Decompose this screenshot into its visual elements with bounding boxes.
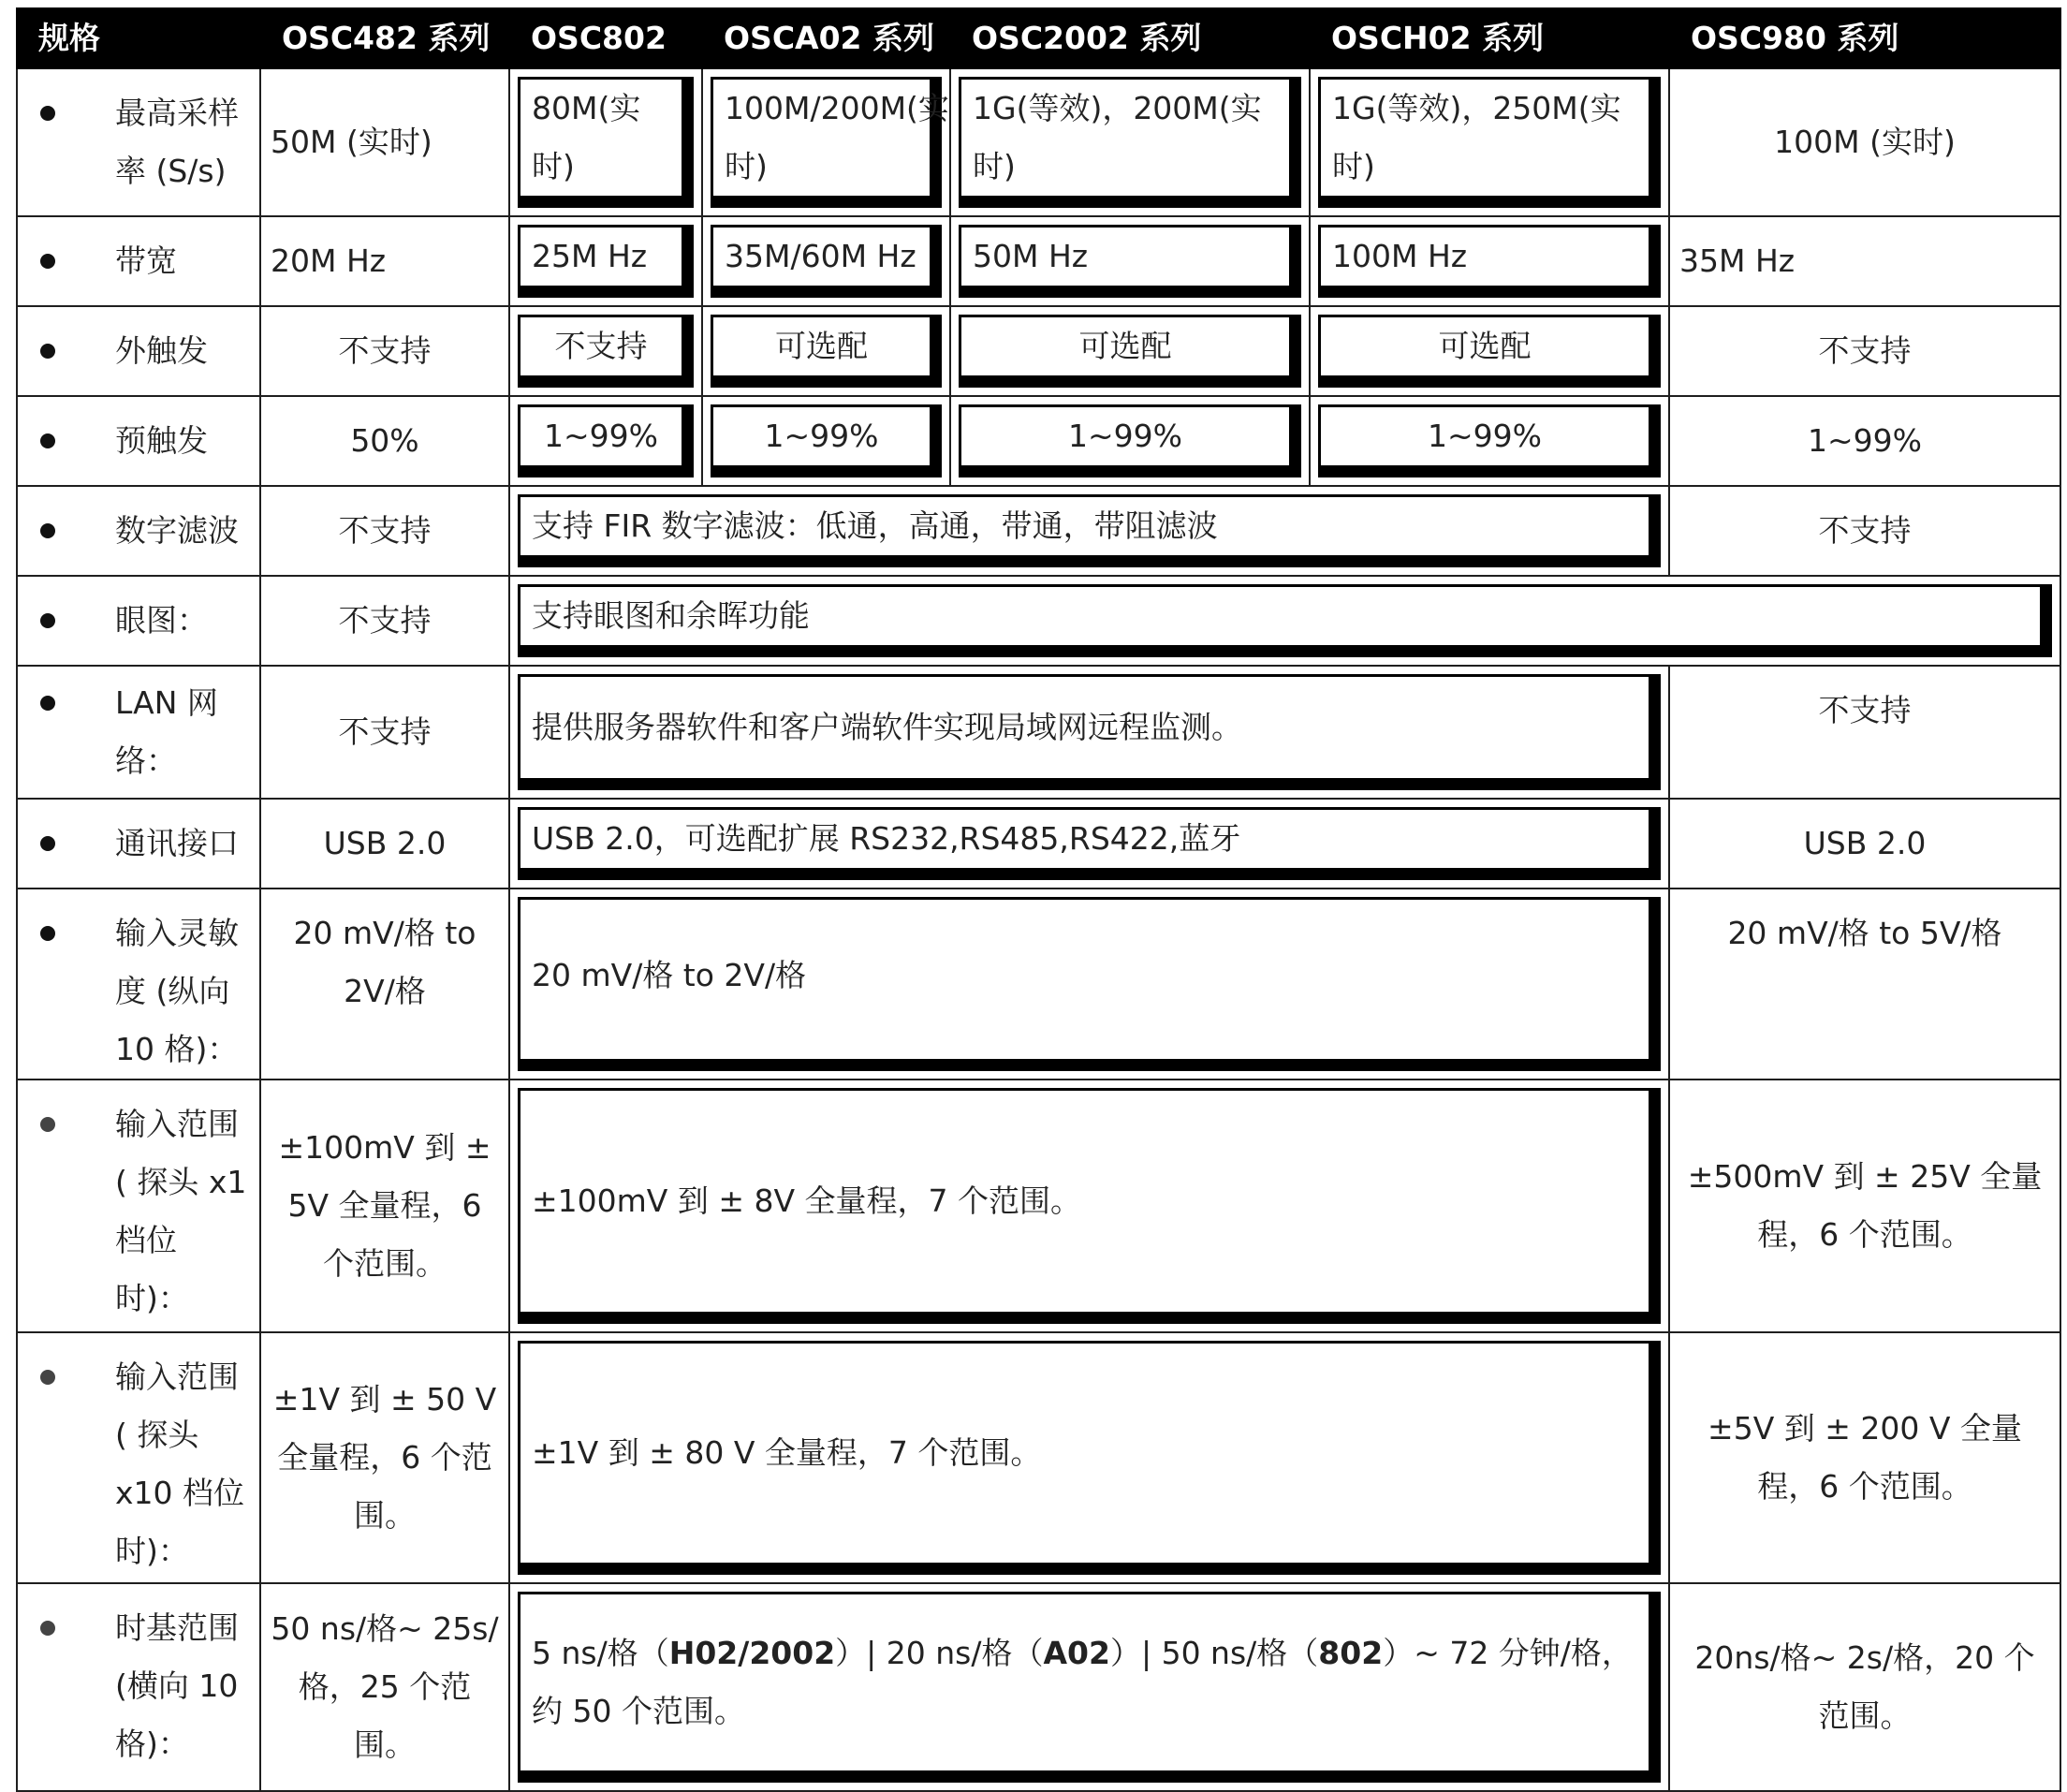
row-label	[17, 1332, 260, 1583]
bullet-icon	[40, 613, 55, 628]
cell-frame	[518, 77, 694, 208]
cell-text	[532, 1624, 1637, 1741]
cell-osch02	[1310, 68, 1669, 216]
cell-osc482: 20 mV/格 to 2V/格	[260, 889, 509, 1080]
cell-text: 100M/200M(实时)	[725, 90, 949, 184]
cell-osc482: 20M Hz	[260, 216, 509, 306]
row-label	[17, 1080, 260, 1332]
cell-osc980: USB 2.0	[1669, 799, 2060, 889]
cell-text: 50M Hz	[973, 238, 1089, 274]
text-run: 5 ns/格（	[532, 1635, 669, 1671]
cell-osc980: 100M (实时)	[1669, 68, 2060, 216]
row-label-text: 预触发	[115, 422, 208, 459]
cell-middle-series	[509, 799, 1669, 889]
bullet-icon	[40, 1117, 55, 1132]
table-row	[17, 306, 2060, 396]
cell-text: 支持 FIR 数字滤波：低通，高通，带通，带阻滤波	[532, 507, 1218, 544]
cell-osc802	[509, 306, 702, 396]
cell-frame	[518, 315, 694, 388]
table-row	[17, 1332, 2060, 1583]
row-label	[17, 306, 260, 396]
cell-osc482: 不支持	[260, 666, 509, 799]
header-osc2002: OSC2002 系列	[950, 8, 1310, 68]
table-row	[17, 68, 2060, 216]
bullet-icon	[40, 254, 55, 269]
model-highlight: A02	[1043, 1635, 1110, 1671]
cell-osc482: ±1V 到 ± 50 V 全量程，6 个范围。	[260, 1332, 509, 1583]
bullet-icon	[40, 1621, 55, 1636]
cell-text: 35M/60M Hz	[725, 238, 916, 274]
cell-osc2002	[950, 396, 1310, 486]
table-row	[17, 889, 2060, 1080]
cell-middle-series	[509, 1332, 1669, 1583]
row-label-text: 时基范围 (横向 10 格)：	[115, 1609, 239, 1762]
cell-text: 可选配	[1438, 328, 1532, 364]
cell-osc482: 不支持	[260, 306, 509, 396]
row-label	[17, 889, 260, 1080]
cell-frame	[959, 225, 1301, 298]
bullet-icon	[40, 106, 55, 121]
cell-frame	[1318, 225, 1661, 298]
bullet-icon	[40, 926, 55, 941]
row-label-text: LAN 网络：	[115, 684, 218, 779]
cell-text: 提供服务器软件和客户端软件实现局域网远程监测。	[532, 709, 1242, 745]
cell-osc980: 20ns/格~ 2s/格，20 个范围。	[1669, 1583, 2060, 1791]
cell-osc2002	[950, 216, 1310, 306]
row-label-text: 数字滤波	[115, 512, 239, 549]
spec-comparison-table	[16, 7, 2061, 1792]
cell-text: 1~99%	[544, 418, 658, 454]
cell-middle-series	[509, 1080, 1669, 1332]
header-osc482: OSC482 系列	[260, 8, 509, 68]
cell-osc802	[509, 216, 702, 306]
cell-frame	[959, 315, 1301, 388]
row-label-text: 输入灵敏度 (纵向 10 格)：	[115, 915, 239, 1067]
cell-text: ±100mV 到 ± 8V 全量程，7 个范围。	[532, 1182, 1082, 1219]
cell-text: 可选配	[775, 328, 868, 364]
cell-text: 100M Hz	[1332, 238, 1468, 274]
table-row	[17, 216, 2060, 306]
cell-frame	[518, 1592, 1661, 1783]
cell-frame	[1318, 315, 1661, 388]
cell-text: 80M(实时)	[532, 90, 641, 184]
text-run: ）| 20 ns/格（	[835, 1635, 1044, 1671]
cell-text: 1G(等效)，200M(实时)	[973, 90, 1262, 184]
cell-osc2002	[950, 306, 1310, 396]
cell-middle-series	[509, 486, 1669, 576]
row-label	[17, 799, 260, 889]
row-label-text: 输入范围 ( 探头 x10 档位时)：	[115, 1359, 245, 1569]
cell-text: 25M Hz	[532, 238, 648, 274]
cell-frame	[711, 404, 942, 477]
cell-osc802	[509, 68, 702, 216]
cell-frame	[518, 1088, 1661, 1324]
cell-frame	[711, 77, 949, 208]
row-label-text: 眼图：	[115, 602, 208, 639]
cell-osca02	[702, 68, 950, 216]
row-label	[17, 486, 260, 576]
cell-text: 1~99%	[764, 418, 879, 454]
table-row	[17, 1583, 2060, 1791]
cell-osc980: ±5V 到 ± 200 V 全量程，6 个范围。	[1669, 1332, 2060, 1583]
cell-osc980: 35M Hz	[1669, 216, 2060, 306]
cell-frame	[518, 494, 1661, 567]
cell-osch02	[1310, 306, 1669, 396]
table-row	[17, 576, 2060, 666]
cell-frame	[1318, 404, 1661, 477]
cell-osc980: 不支持	[1669, 306, 2060, 396]
cell-osc482: 不支持	[260, 576, 509, 666]
cell-text: 1~99%	[1428, 418, 1542, 454]
cell-osc980: 不支持	[1669, 666, 2060, 799]
table-row	[17, 486, 2060, 576]
bullet-icon	[40, 696, 55, 711]
bullet-icon	[40, 523, 55, 538]
cell-text: ±1V 到 ± 80 V 全量程，7 个范围。	[532, 1434, 1042, 1471]
cell-middle-series	[509, 666, 1669, 799]
row-label	[17, 216, 260, 306]
row-label-text: 外触发	[115, 332, 208, 369]
cell-osc802	[509, 396, 702, 486]
cell-osc980: 不支持	[1669, 486, 2060, 576]
cell-osc482: ±100mV 到 ± 5V 全量程，6 个范围。	[260, 1080, 509, 1332]
cell-frame	[959, 77, 1301, 208]
cell-osca02	[702, 306, 950, 396]
row-label-text: 通讯接口	[115, 825, 239, 861]
cell-frame	[518, 225, 694, 298]
row-label-text: 最高采样率 (S/s)	[115, 95, 239, 189]
row-label	[17, 396, 260, 486]
cell-osca02	[702, 396, 950, 486]
model-highlight: 802	[1318, 1635, 1384, 1671]
bullet-icon	[40, 836, 55, 851]
cell-text: USB 2.0，可选配扩展 RS232,RS485,RS422,蓝牙	[532, 820, 1241, 857]
row-label-text: 输入范围 ( 探头 x1 档位时)：	[115, 1106, 247, 1316]
row-label	[17, 68, 260, 216]
cell-osc2002	[950, 68, 1310, 216]
cell-frame	[518, 1341, 1661, 1575]
header-osc802: OSC802	[509, 8, 702, 68]
cell-osc482: 50 ns/格~ 25s/格，25 个范围。	[260, 1583, 509, 1791]
cell-osc980: ±500mV 到 ± 25V 全量程，6 个范围。	[1669, 1080, 2060, 1332]
cell-osca02	[702, 216, 950, 306]
cell-frame	[711, 225, 942, 298]
cell-text: 1G(等效)，250M(实时)	[1332, 90, 1621, 184]
table-row	[17, 1080, 2060, 1332]
cell-osc482: 50M (实时)	[260, 68, 509, 216]
cell-middle-series	[509, 1583, 1669, 1791]
cell-frame	[518, 404, 694, 477]
header-osc980: OSC980 系列	[1669, 8, 2060, 68]
model-highlight: H02/2002	[668, 1635, 836, 1671]
cell-osch02	[1310, 396, 1669, 486]
cell-frame	[711, 315, 942, 388]
cell-osc980: 1~99%	[1669, 396, 2060, 486]
table-row	[17, 666, 2060, 799]
cell-middle-series	[509, 576, 2060, 666]
cell-osc980: 20 mV/格 to 5V/格	[1669, 889, 2060, 1080]
table-row	[17, 396, 2060, 486]
cell-osch02	[1310, 216, 1669, 306]
row-label	[17, 666, 260, 799]
cell-frame	[518, 807, 1661, 880]
row-label	[17, 1583, 260, 1791]
table-row	[17, 799, 2060, 889]
header-osch02: OSCH02 系列	[1310, 8, 1669, 68]
row-label	[17, 576, 260, 666]
header-osca02: OSCA02 系列	[702, 8, 950, 68]
cell-frame	[518, 674, 1661, 790]
bullet-icon	[40, 1370, 55, 1385]
bullet-icon	[40, 344, 55, 359]
cell-osc482: USB 2.0	[260, 799, 509, 889]
cell-text: 20 mV/格 to 2V/格	[532, 957, 807, 993]
cell-text: 支持眼图和余晖功能	[532, 597, 810, 634]
cell-frame	[959, 404, 1301, 477]
cell-middle-series	[509, 889, 1669, 1080]
text-run: ）~ 72 分钟/格，约 50 个范围。	[532, 1635, 1633, 1729]
text-run: ）| 50 ns/格（	[1109, 1635, 1319, 1671]
cell-text: 可选配	[1078, 328, 1172, 364]
cell-osc482: 50%	[260, 396, 509, 486]
table-header-row	[17, 8, 2060, 68]
cell-text: 不支持	[554, 328, 648, 364]
bullet-icon	[40, 433, 55, 448]
cell-text: 1~99%	[1068, 418, 1182, 454]
header-spec: 规格	[17, 8, 260, 68]
cell-frame	[518, 897, 1661, 1071]
cell-frame	[518, 584, 2052, 657]
cell-osc482: 不支持	[260, 486, 509, 576]
row-label-text: 带宽	[115, 242, 177, 279]
cell-frame	[1318, 77, 1661, 208]
